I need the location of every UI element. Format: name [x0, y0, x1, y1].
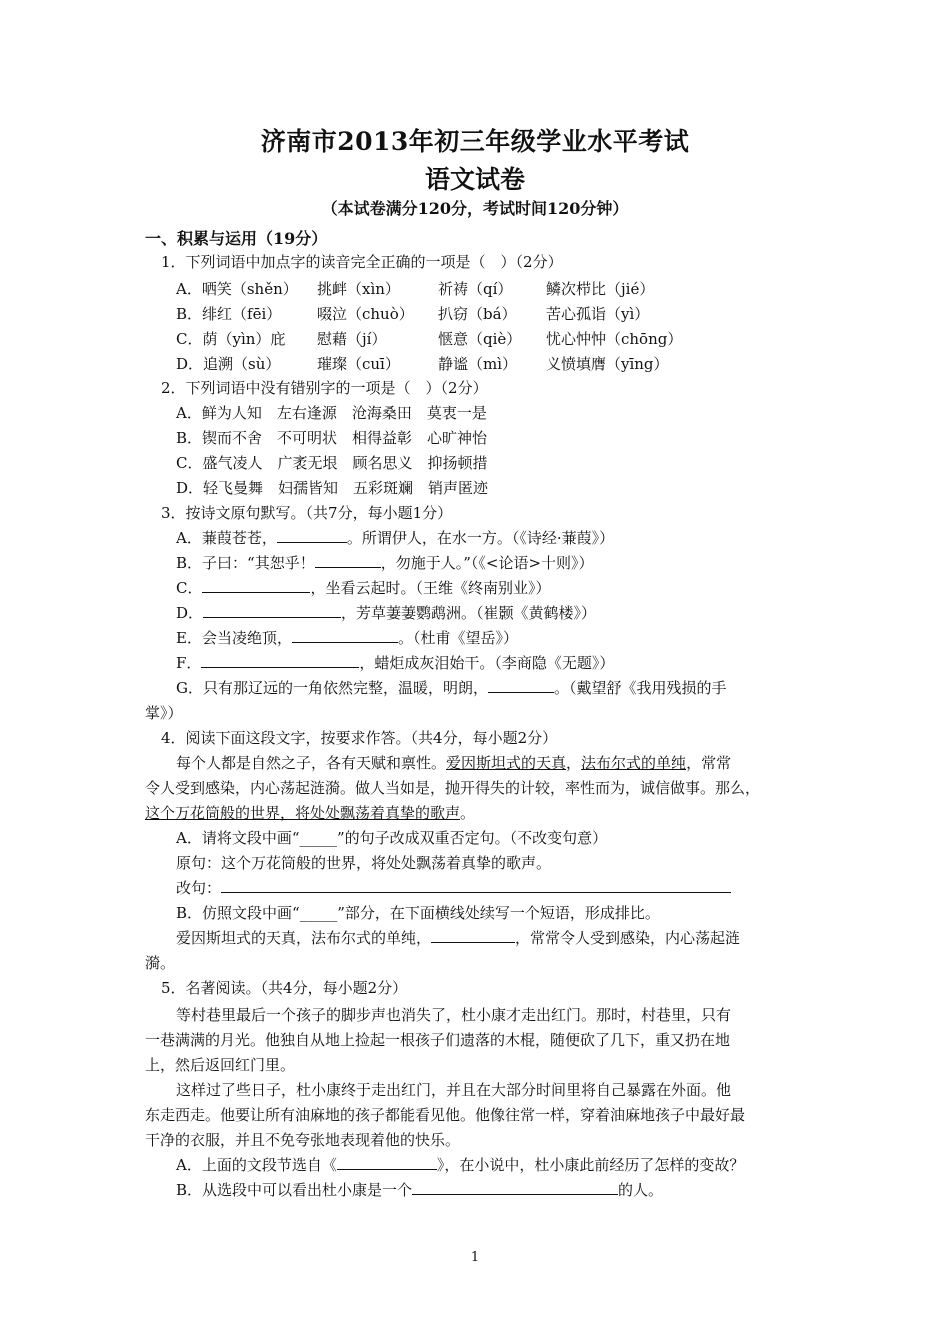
q1-option-cell: 啜泣（chuò）	[317, 305, 414, 323]
q2-option-a: A．鲜为人知 左右逢源 沧海桑田 莫衷一是	[176, 404, 487, 422]
q1-option-cell: 扒窃（bá）	[438, 305, 517, 323]
q5-b-text: B．从选段中可以看出杜小康是一个	[176, 1181, 413, 1199]
q5-subquestion-b	[176, 1180, 663, 1200]
exam-title: 济南市2013年初三年级学业水平考试	[260, 127, 690, 156]
q3-item-g-wrap: 掌》）	[145, 704, 183, 722]
q4-revised-label: 改句：	[176, 879, 222, 897]
q4-parallel-text: ，常常令人受到感染，内心荡起涟	[515, 929, 741, 947]
q3-e-text: 。（杜甫《望岳》）	[397, 629, 518, 647]
question-2-stem: 2．下列词语中没有错别字的一项是（ ）（2分）	[161, 379, 488, 397]
q1-option-cell: 惬意（qiè）	[438, 330, 522, 348]
q4-passage-line	[176, 753, 731, 773]
answer-blank[interactable]	[203, 603, 341, 618]
question-4-stem: 4．阅读下面这段文字，按要求作答。（共4分，每小题2分）	[161, 729, 558, 747]
q4-passage-text: 每个人都是自然之子，各有天赋和禀性。	[176, 754, 447, 772]
q1-option-cell: C．荫（yìn）庇	[176, 330, 286, 348]
q4-passage-text: ，	[566, 754, 582, 772]
q4-parallel-wrap: 漪。	[145, 954, 176, 972]
answer-blank[interactable]	[337, 1155, 437, 1170]
q5-a-text: 》，在小说中，杜小康此前经历了怎样的变故？	[436, 1156, 745, 1174]
q4-underlined-phrase: 法布尔式的单纯	[581, 754, 687, 772]
q1-option-cell: 挑衅（xìn）	[317, 280, 400, 298]
q3-c-text: C．	[176, 579, 203, 597]
q4-passage-text: 。	[460, 804, 476, 822]
answer-blank[interactable]	[201, 653, 359, 668]
q4-subquestion-b: B．仿照文段中画“_____”部分，在下面横线处续写一个短语，形成排比。	[176, 904, 660, 922]
q3-f-text: ，蜡炬成灰泪始干。（李商隐《无题》）	[359, 654, 615, 672]
q3-b-text: B．子曰：“其恕乎！	[176, 554, 315, 572]
q3-item-c	[176, 578, 551, 598]
answer-blank[interactable]	[202, 578, 310, 593]
answer-blank[interactable]	[431, 928, 515, 943]
q1-option-cell: 忧心忡忡（chōng）	[546, 330, 683, 348]
q1-option-cell: D．追溯（sù）	[176, 355, 281, 373]
q1-option-cell: A．哂笑（shěn）	[176, 280, 298, 298]
q3-c-text: ，坐看云起时。（王维《终南别业》）	[310, 579, 551, 597]
q4-parallel-text: 爱因斯坦式的天真，法布尔式的单纯，	[176, 929, 432, 947]
q5-passage-line: 一巷满满的月光。他独自从地上捡起一根孩子们遗落的木棍，随便砍了几下，重又扔在地	[145, 1031, 731, 1049]
q1-option-cell: 鳞次栉比（jié）	[546, 280, 655, 298]
q3-b-text: ，勿施于人。”（《<论语>十则》）	[380, 554, 594, 572]
q5-passage-line: 上，然后返回红门里。	[145, 1056, 296, 1074]
q5-passage-line: 干净的衣服，并且不免夸张地表现着他的快乐。	[145, 1131, 461, 1149]
q3-item-e	[176, 628, 518, 648]
q3-item-f	[176, 653, 614, 673]
question-3-stem: 3．按诗文原句默写。（共7分，每小题1分）	[161, 504, 453, 522]
q5-b-text: 的人。	[618, 1181, 664, 1199]
q1-option-cell: 祈祷（qí）	[438, 280, 513, 298]
q1-option-cell: 静谧（mì）	[438, 355, 518, 373]
q4-underlined-sentence: 这个万花筒般的世界，将处处飘荡着真挚的歌声	[145, 804, 461, 822]
q4-passage-line: 令人受到感染，内心荡起涟漪。做人当如是，抛开得失的计较，率性而为，诚信做事。那么，	[145, 779, 761, 797]
question-5-stem: 5．名著阅读。（共4分，每小题2分）	[161, 979, 408, 997]
q1-option-cell: 璀璨（cuī）	[317, 355, 400, 373]
q2-option-d: D．轻飞曼舞 妇孺皆知 五彩斑斓 销声匿迹	[176, 479, 489, 497]
q3-f-text: F．	[176, 654, 202, 672]
q3-item-b	[176, 553, 594, 573]
answer-line[interactable]	[221, 878, 731, 893]
q5-passage-line: 这样过了些日子，杜小康终于走出红门，并且在大部分时间里将自己暴露在外面。他	[176, 1081, 732, 1099]
q4-passage-text: ，常常	[686, 754, 732, 772]
q3-item-d	[176, 603, 596, 623]
q3-d-text: D．	[176, 604, 204, 622]
q1-option-cell: 慰藉（jí）	[317, 330, 387, 348]
q1-option-cell: 义愤填膺（yīng）	[546, 355, 669, 373]
question-1-stem: 1．下列词语中加点字的读音完全正确的一项是（ ）（2分）	[161, 253, 563, 271]
q4-original-sentence: 原句：这个万花筒般的世界，将处处飘荡着真挚的歌声。	[176, 854, 552, 872]
q3-item-a	[176, 528, 614, 548]
exam-subtitle: 语文试卷	[424, 165, 525, 194]
q1-option-cell: B．绯红（fēi）	[176, 305, 282, 323]
q4-revised-sentence	[176, 878, 731, 898]
q5-a-text: A．上面的文段节选自《	[176, 1156, 337, 1174]
page-number: 1	[470, 1250, 480, 1265]
section-heading: 一、积累与运用（19分）	[145, 229, 328, 248]
q3-g-text: 。（戴望舒《我用残损的手	[554, 679, 727, 697]
q3-e-text: E．会当凌绝顶，	[176, 629, 292, 647]
q3-a-text: A．蒹葭苍苍，	[176, 529, 277, 547]
q3-item-g	[176, 678, 727, 698]
answer-blank[interactable]	[315, 553, 381, 568]
answer-blank[interactable]	[488, 678, 554, 693]
q3-g-text: G．只有那辽远的一角依然完整，温暖，明朗，	[176, 679, 488, 697]
q4-subquestion-a: A．请将文段中画“_____”的句子改成双重否定句。（不改变句意）	[176, 829, 608, 847]
q3-d-text: ，芳草萋萋鹦鹉洲。（崔颢《黄鹤楼》）	[341, 604, 597, 622]
q5-subquestion-a	[176, 1155, 744, 1175]
q2-option-b: B．锲而不舍 不可明状 相得益彰 心旷神怡	[176, 429, 488, 447]
q4-underlined-phrase: 爱因斯坦式的天真	[446, 754, 567, 772]
q3-a-text: 。所谓伊人，在水一方。（《诗经·蒹葭》）	[346, 529, 615, 547]
q2-option-c: C．盛气凌人 广袤无垠 顾名思义 抑扬顿措	[176, 454, 488, 472]
answer-blank[interactable]	[292, 628, 398, 643]
answer-blank[interactable]	[412, 1180, 618, 1195]
answer-blank[interactable]	[277, 528, 347, 543]
exam-note: （本试卷满分120分，考试时间120分钟）	[321, 199, 629, 218]
q4-passage-line	[145, 803, 475, 823]
q5-passage-line: 东走西走。他要让所有油麻地的孩子都能看见他。他像往常一样，穿着油麻地孩子中最好最	[145, 1106, 746, 1124]
q4-parallel-line	[176, 928, 740, 948]
q1-option-cell: 苦心孤诣（yì）	[546, 305, 650, 323]
q5-passage-line: 等村巷里最后一个孩子的脚步声也消失了，杜小康才走出红门。那时，村巷里，只有	[176, 1006, 732, 1024]
